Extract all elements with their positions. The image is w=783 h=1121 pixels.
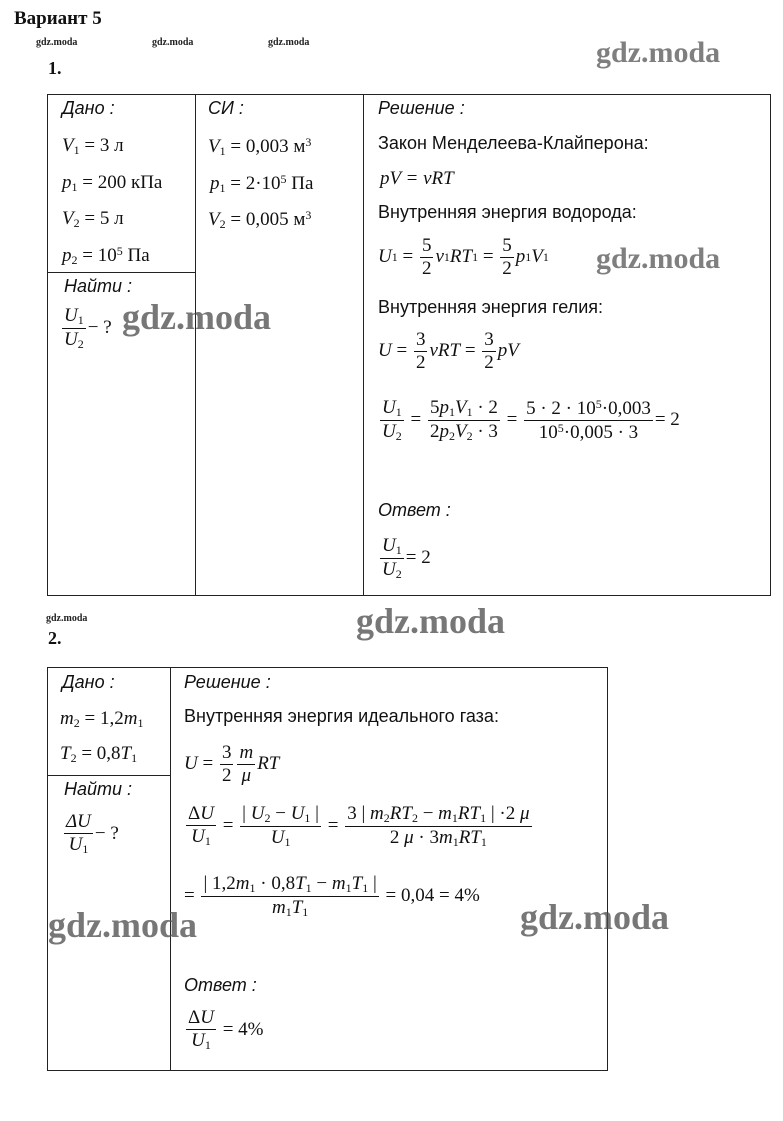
watermark-small: gdz.moda [268,37,310,48]
task-number: 2. [48,628,62,648]
given-item: $p_2 = 10^5$ Па [62,244,150,267]
formula: $\frac{U_1}{U_2}$ = $\frac{5p_1V_1 \cdot 2}{2p_2V_2 \cdot 3}$ = $\frac{5 \cdot 2 \cdot 10^5\cdot 0,003}{10^5\cdot 0,005 \cdot 3}$ = 2 [382,397,680,443]
si-label: СИ : [208,98,244,118]
given-item: $p_1 = 200$ кПа [62,172,163,194]
formula: U = $\frac{3}{2}$ $\frac{m}{\mu}$ RT [184,742,280,786]
formula: $\frac{\Delta U}{U_1}$ = $\frac{| U_2 - U_1 |}{U_1}$ = $\frac{3 | m_2RT_2 - m_1RT_1 | \cdot 2 \mu}{2 \mu \cdot 3m_1RT_1}$ [188,803,530,849]
result-value: = 0,04 = 4% [385,885,480,907]
watermark-large: gdz.moda [122,297,272,337]
task-number: 1. [48,58,62,78]
find-expression: $\frac{U_1}{U_2}$ − ? [64,305,112,351]
watermark-small: gdz.moda [152,37,194,48]
watermark-small: gdz.moda [36,37,78,48]
given-item: $m_2 = 1,2m_1$ [60,708,144,730]
find-label: Найти : [64,779,133,799]
find-tail: − ? [87,317,112,339]
solution-label: Решение : [378,98,465,118]
find-expression: $\frac{\Delta U}{U_1}$ − ? [66,811,119,856]
given-item: $V_1 = 3$ л [62,135,124,157]
answer-label: Ответ : [184,975,257,995]
si-item: $V_1 = 0,003$ $м^3$ [208,135,312,158]
si-item: $p_1 = 2\cdot 10^5$ Па [210,172,314,195]
answer-expression: $\frac{\Delta U}{U_1}$ = 4% [188,1007,264,1052]
watermark-large: gdz.moda [596,242,721,275]
answer-value: = 4% [222,1018,264,1040]
find-label: Найти : [64,276,133,296]
watermark-large: gdz.moda [596,36,721,69]
answer-expression: $\frac{U_1}{U_2}$ = 2 [382,535,431,581]
solution-text: Внутренняя энергия водорода: [378,202,637,222]
watermark-large: gdz.moda [356,601,506,641]
watermark-large: gdz.moda [520,897,670,937]
formula: U = $\frac{3}{2}$ νRT = $\frac{3}{2}$ pV [378,329,519,373]
solution-label: Решение : [184,672,271,692]
formula: = $\frac{| 1,2m_1 \cdot 0,8T_1 - m_1T_1 |}{m_1T_1}$ = 0,04 = 4% [184,873,480,919]
watermark-small: gdz.moda [46,613,88,624]
formula: U 1 = $\frac{5}{2}$ ν 1 RT 1 = $\frac{5}{2}$ p 1 V 1 [378,235,549,279]
given-item: $V_2 = 5$ л [62,208,124,230]
si-item: $V_2 = 0,005$ $м^3$ [208,208,312,231]
answer-value: = 2 [405,547,431,569]
given-label: Дано : [62,98,115,118]
solution-text: Внутренняя энергия идеального газа: [184,706,499,726]
find-tail: − ? [94,822,119,844]
ratio-result: = 2 [654,409,680,431]
solution-text: Внутренняя энергия гелия: [378,297,603,317]
given-item: $T_2 = 0,8T_1$ [60,743,138,765]
page-title: Вариант 5 [14,8,102,29]
watermark-large: gdz.moda [48,905,198,945]
answer-label: Ответ : [378,500,451,520]
formula: pV = νRT [380,168,454,189]
given-label: Дано : [62,672,115,692]
solution-text: Закон Менделеева-Клайперона: [378,133,649,153]
